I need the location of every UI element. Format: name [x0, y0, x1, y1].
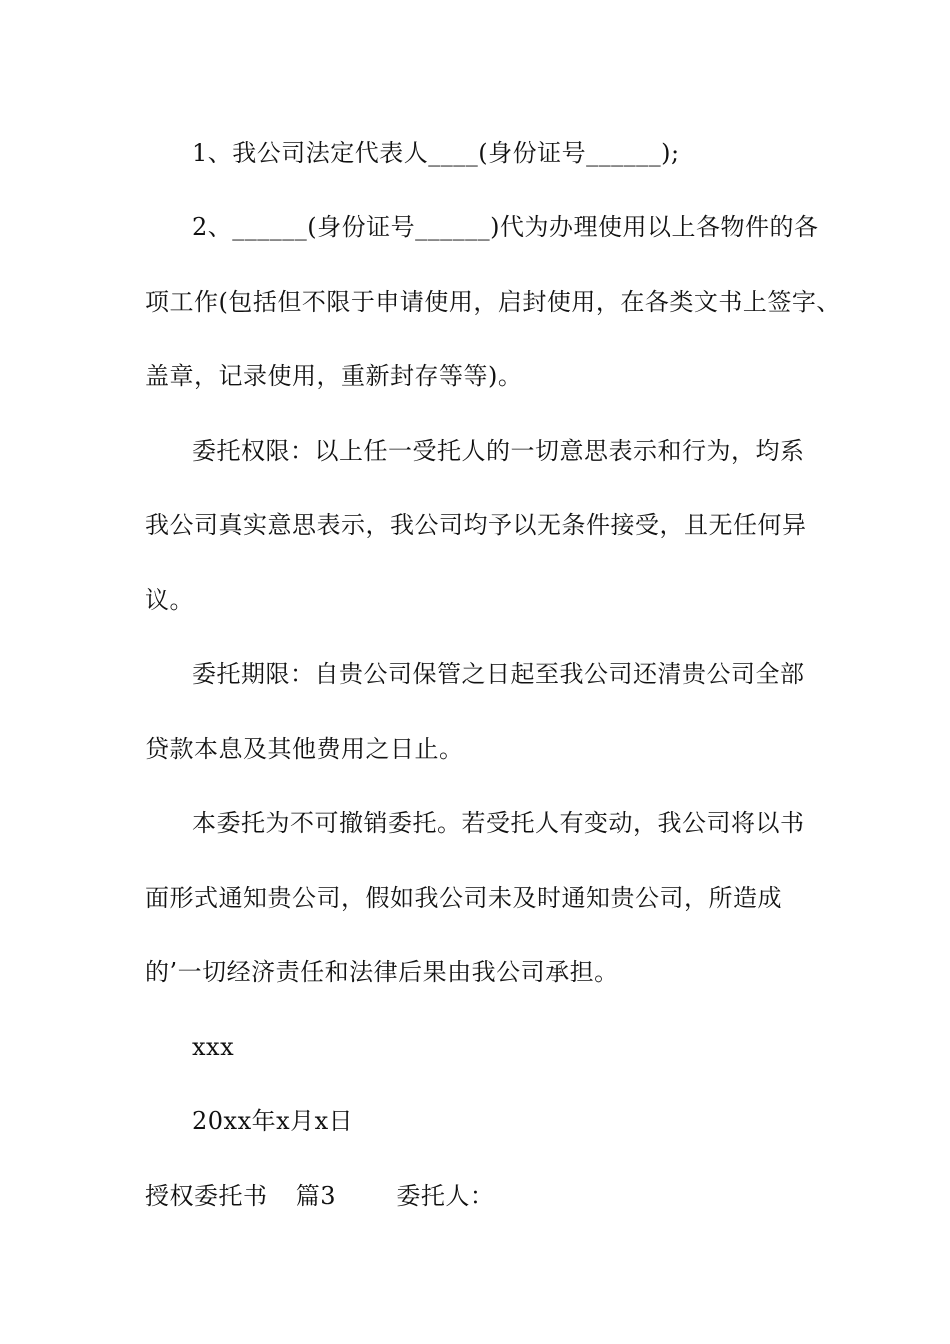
- item-2-line: 2、______(身份证号______)代为办理使用以上各物件的各: [192, 213, 819, 241]
- section-title: 授权委托书: [145, 1182, 268, 1210]
- item-2-continuation-line: 项工作(包括但不限于申请使用，启封使用，在各类文书上签字、: [145, 288, 841, 316]
- signing-date: 20xx年x月x日: [192, 1107, 354, 1135]
- item-2-continuation-line: 盖章，记录使用，重新封存等等)。: [145, 362, 523, 390]
- signatory-name: xxx: [192, 1033, 235, 1061]
- principal-label: 委托人：: [396, 1182, 495, 1210]
- irrevocable-clause-continuation-line: 面形式通知贵公司，假如我公司未及时通知贵公司，所造成: [145, 884, 782, 912]
- authority-period-continuation-line: 贷款本息及其他费用之日止。: [145, 735, 464, 763]
- next-section-heading: [145, 1181, 494, 1211]
- authority-scope-line: 委托权限：以上任一受托人的一切意思表示和行为，均系: [192, 437, 805, 465]
- item-1-line: 1、我公司法定代表人____(身份证号______);: [192, 139, 680, 167]
- authority-period-line: 委托期限：自贵公司保管之日起至我公司还清贵公司全部: [192, 660, 805, 688]
- section-number: 篇3: [295, 1182, 337, 1210]
- irrevocable-clause-line: 本委托为不可撤销委托。若受托人有变动，我公司将以书: [192, 809, 805, 837]
- authority-scope-continuation-line: 我公司真实意思表示，我公司均予以无条件接受，且无任何异: [145, 511, 807, 539]
- irrevocable-clause-continuation-line: 的’一切经济责任和法律后果由我公司承担。: [145, 958, 619, 986]
- authority-scope-continuation-line: 议。: [145, 586, 194, 614]
